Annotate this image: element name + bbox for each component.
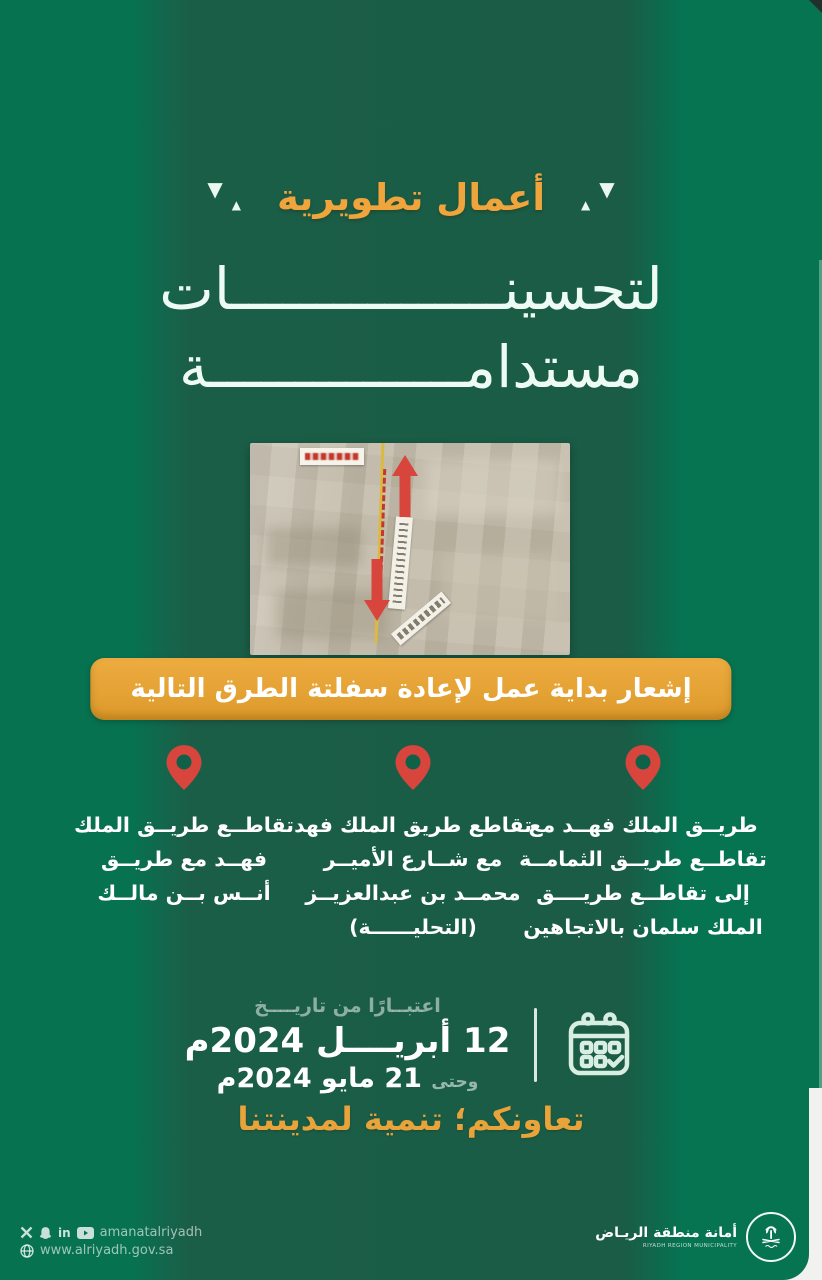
palm-swords-emblem-icon <box>756 1222 786 1252</box>
triangle-decoration-left <box>207 176 241 212</box>
location-item <box>294 742 532 944</box>
triangle-up-icon: ▲ <box>581 197 591 212</box>
triangle-up-icon: ▲ <box>231 197 241 212</box>
map-texture <box>442 553 557 621</box>
map-pin-icon <box>388 742 438 792</box>
main-heading <box>0 250 822 406</box>
x-twitter-icon[interactable] <box>20 1226 33 1239</box>
website-row <box>20 1243 202 1258</box>
map-pin-icon <box>159 742 209 792</box>
schedule-text <box>185 995 511 1094</box>
website-url[interactable]: www.alriyadh.gov.sa <box>40 1243 174 1258</box>
social-row <box>20 1225 202 1240</box>
org-name-english: RIYADH REGION MUNICIPALITY <box>642 1243 737 1249</box>
org-text <box>595 1225 737 1249</box>
location-line: أنــس بــن مالــك <box>97 881 271 905</box>
location-line: تقاطــع طريــق الملك <box>74 813 294 837</box>
globe-icon <box>20 1244 34 1258</box>
slogan: تعاونكم؛ تنمية لمدينتنا <box>237 1100 585 1138</box>
location-line: إلى تقاطــع طريــــق <box>536 881 750 905</box>
arrow-up-icon <box>392 455 418 517</box>
social-handle[interactable]: amanatalriyadh <box>99 1225 203 1240</box>
schedule-end <box>185 1063 511 1094</box>
notice-banner: إشعار بداية عمل لإعادة سفلتة الطرق التالية <box>90 658 731 720</box>
snapchat-icon[interactable] <box>39 1226 52 1240</box>
schedule-block <box>0 995 822 1094</box>
schedule-until-label: وحتى <box>431 1072 479 1092</box>
location-line: فهــد مع طريــق <box>100 847 268 871</box>
footer-social <box>20 1222 202 1258</box>
map-texture <box>266 528 362 566</box>
arrow-down-icon <box>364 559 390 621</box>
location-item <box>70 742 298 944</box>
corner-notch <box>809 0 822 13</box>
poster-badge-title: أعمال تطويرية <box>276 176 545 219</box>
map-texture <box>426 460 560 515</box>
location-line: طريــق الملك فهــد مع <box>528 813 758 837</box>
linkedin-icon[interactable]: in <box>58 1225 71 1240</box>
location-line: (التحليــــــة) <box>349 915 477 939</box>
location-line: الملك سلمان بالاتجاهين <box>523 915 763 939</box>
municipality-logo <box>595 1212 796 1262</box>
calendar-icon <box>561 1007 637 1083</box>
triangle-down-icon: ▼ <box>599 176 615 201</box>
map-road-label-vertical <box>388 516 413 609</box>
schedule-intro: اعتبــارًا من تاريــــخ <box>254 995 441 1017</box>
location-text <box>519 808 767 944</box>
satellite-map-image <box>250 443 570 655</box>
org-name-arabic: أمانة منطقة الريـاض <box>595 1225 737 1241</box>
schedule-end-date: 21 مايو 2024م <box>216 1063 422 1094</box>
location-text <box>74 808 294 910</box>
map-road-label <box>300 448 364 465</box>
badge-row <box>0 176 822 219</box>
map-pin-icon <box>618 742 668 792</box>
youtube-icon[interactable] <box>77 1227 94 1239</box>
triangle-decoration-right <box>581 176 615 212</box>
location-item <box>519 742 767 944</box>
location-line: مع شــارع الأميــر <box>323 847 503 871</box>
location-line: تقاطع طريق الملك فهد <box>294 813 532 837</box>
locations-row <box>70 742 767 944</box>
heading-line-2: مستدامـــــــــــــــة <box>179 333 643 401</box>
location-text <box>294 808 532 944</box>
location-line: محمــد بن عبدالعزيــز <box>305 881 521 905</box>
emblem-circle <box>746 1212 796 1262</box>
triangle-down-icon: ▼ <box>207 176 223 201</box>
vertical-divider <box>534 1008 537 1082</box>
heading-line-1: لتحسينــــــــــــــــات <box>159 255 663 323</box>
location-line: تقاطــع طريــق الثمامــة <box>519 847 767 871</box>
schedule-start-date: 12 أبريــــل 2024م <box>184 1021 511 1061</box>
